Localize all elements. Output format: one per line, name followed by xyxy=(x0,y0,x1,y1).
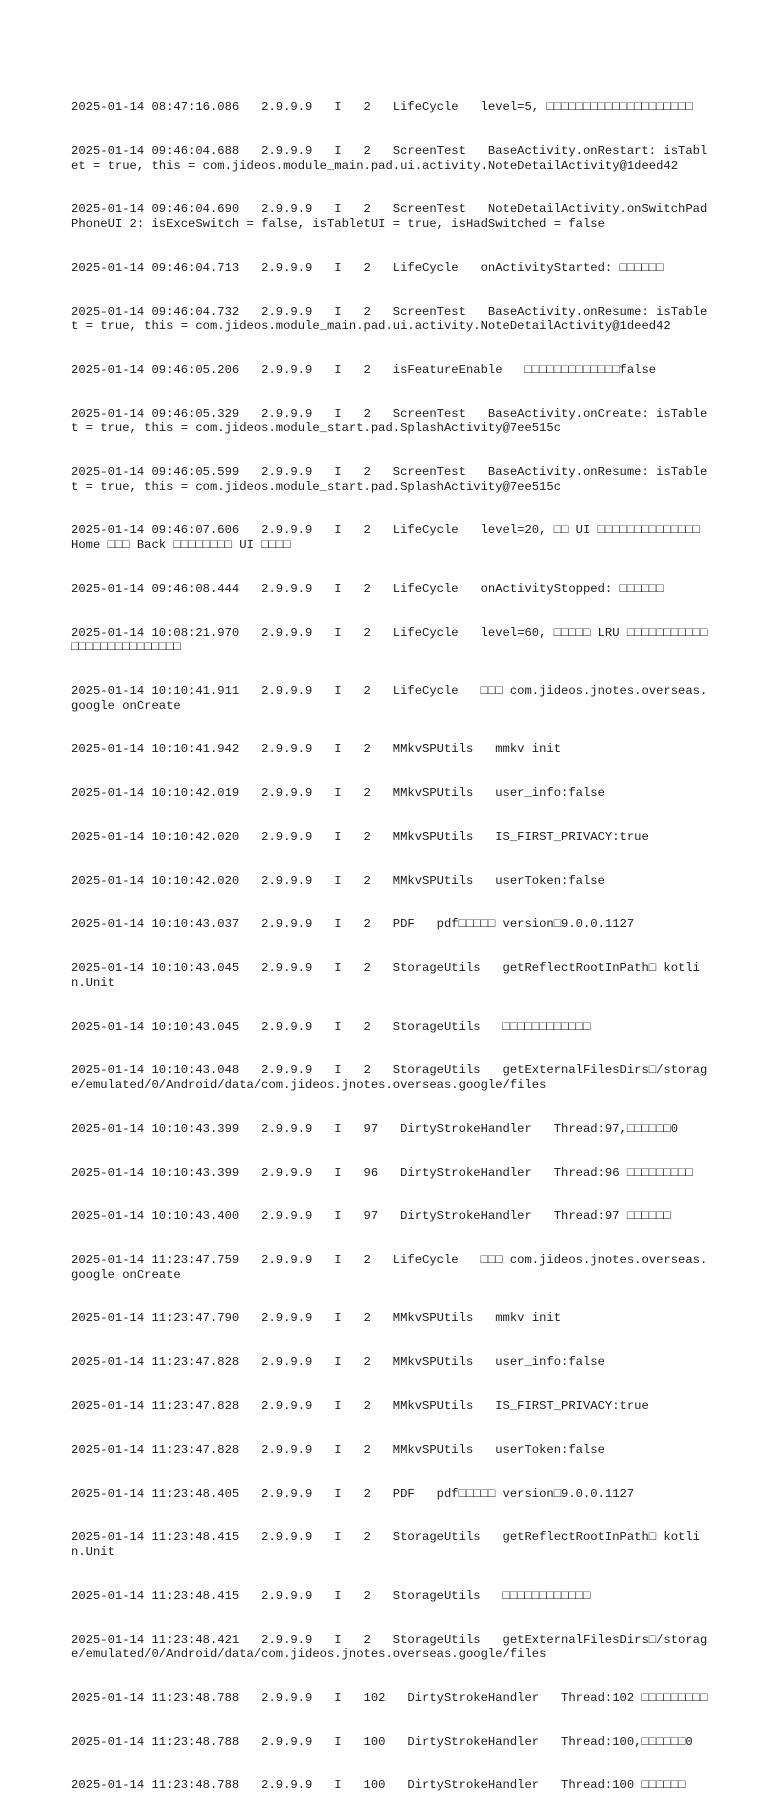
log-line: 2025-01-14 11:23:48.788 2.9.9.9 I 100 DirtyStrokeHandler Thread:100,□□□□□□0 xyxy=(71,1734,693,1749)
log-line: 2025-01-14 08:47:16.086 2.9.9.9 I 2 LifeCycle level=5, □□□□□□□□□□□□□□□□□□□□ xyxy=(71,100,693,115)
log-line: 2025-01-14 10:10:42.020 2.9.9.9 I 2 MMkvSPUtils IS_FIRST_PRIVACY:true xyxy=(71,829,649,844)
log-line: 2025-01-14 09:46:04.690 2.9.9.9 I 2 ScreenTest NoteDetailActivity.onSwitchPadPhoneUI 2: isExceSwitch = false, isTabletUI = true, isHadSwitched = false xyxy=(71,202,708,231)
log-line: 2025-01-14 11:23:48.421 2.9.9.9 I 2 StorageUtils getExternalFilesDirs□/storage/emulated/0/Android/data/com.jideos.jnotes.overseas.google/files xyxy=(71,1632,708,1662)
log-line: 2025-01-14 10:10:42.020 2.9.9.9 I 2 MMkvSPUtils userToken:false xyxy=(71,873,605,888)
log-line: 2025-01-14 11:23:48.415 2.9.9.9 I 2 StorageUtils □□□□□□□□□□□□ xyxy=(71,1588,591,1603)
log-line: 2025-01-14 10:10:43.399 2.9.9.9 I 97 DirtyStrokeHandler Thread:97,□□□□□□0 xyxy=(71,1121,679,1136)
log-line: 2025-01-14 10:10:43.400 2.9.9.9 I 97 DirtyStrokeHandler Thread:97 □□□□□□ xyxy=(71,1209,671,1224)
log-line: 2025-01-14 11:23:48.415 2.9.9.9 I 2 StorageUtils getReflectRootInPath□ kotlin.Unit xyxy=(71,1530,700,1559)
log-line: 2025-01-14 11:23:48.405 2.9.9.9 I 2 PDF pdf□□□□□ version□9.0.0.1127 xyxy=(71,1486,635,1501)
log-document xyxy=(71,71,711,1808)
log-line: 2025-01-14 09:46:04.688 2.9.9.9 I 2 ScreenTest BaseActivity.onRestart: isTablet = true, this = com.jideos.module_main.pad.ui.activity.NoteDetailActivity@1deed42 xyxy=(71,143,708,173)
log-line: 2025-01-14 11:23:47.790 2.9.9.9 I 2 MMkvSPUtils mmkv init xyxy=(71,1311,562,1326)
log-line: 2025-01-14 11:23:47.828 2.9.9.9 I 2 MMkvSPUtils user_info:false xyxy=(71,1355,605,1370)
log-line: 2025-01-14 10:10:41.942 2.9.9.9 I 2 MMkvSPUtils mmkv init xyxy=(71,742,562,757)
log-line: 2025-01-14 11:23:48.788 2.9.9.9 I 102 DirtyStrokeHandler Thread:102 □□□□□□□□□ xyxy=(71,1690,708,1705)
log-line: 2025-01-14 10:10:42.019 2.9.9.9 I 2 MMkvSPUtils user_info:false xyxy=(71,786,605,801)
log-line: 2025-01-14 11:23:47.828 2.9.9.9 I 2 MMkvSPUtils IS_FIRST_PRIVACY:true xyxy=(71,1399,649,1414)
log-line: 2025-01-14 09:46:04.713 2.9.9.9 I 2 LifeCycle onActivityStarted: □□□□□□ xyxy=(71,260,664,275)
log-line: 2025-01-14 09:46:07.606 2.9.9.9 I 2 LifeCycle level=20, □□ UI □□□□□□□□□□□□□□ Home □□□ Back □□□□□□□□ UI □□□□ xyxy=(71,523,708,552)
log-line: 2025-01-14 10:10:43.048 2.9.9.9 I 2 StorageUtils getExternalFilesDirs□/storage/emulated/0/Android/data/com.jideos.jnotes.overseas.google/files xyxy=(71,1063,708,1092)
log-line: 2025-01-14 10:10:43.399 2.9.9.9 I 96 DirtyStrokeHandler Thread:96 □□□□□□□□□ xyxy=(71,1165,693,1180)
log-line: 2025-01-14 11:23:48.788 2.9.9.9 I 100 DirtyStrokeHandler Thread:100 □□□□□□ xyxy=(71,1778,686,1793)
log-line: 2025-01-14 10:10:43.037 2.9.9.9 I 2 PDF pdf□□□□□ version□9.0.0.1127 xyxy=(71,917,635,932)
log-line: 2025-01-14 09:46:05.329 2.9.9.9 I 2 ScreenTest BaseActivity.onCreate: isTablet = true, this = com.jideos.module_start.pad.SplashActivity@7ee515c xyxy=(71,406,708,436)
log-line: 2025-01-14 09:46:05.599 2.9.9.9 I 2 ScreenTest BaseActivity.onResume: isTablet = true, this = com.jideos.module_start.pad.SplashActivity@7ee515c xyxy=(71,465,708,494)
log-line: 2025-01-14 11:23:47.828 2.9.9.9 I 2 MMkvSPUtils userToken:false xyxy=(71,1442,605,1457)
log-line: 2025-01-14 09:46:04.732 2.9.9.9 I 2 ScreenTest BaseActivity.onResume: isTablet = true, this = com.jideos.module_main.pad.ui.activity.NoteDetailActivity@1deed42 xyxy=(71,304,708,334)
log-line: 2025-01-14 10:10:43.045 2.9.9.9 I 2 StorageUtils getReflectRootInPath□ kotlin.Unit xyxy=(71,961,700,990)
log-line: 2025-01-14 09:46:08.444 2.9.9.9 I 2 LifeCycle onActivityStopped: □□□□□□ xyxy=(71,581,664,596)
log-line: 2025-01-14 09:46:05.206 2.9.9.9 I 2 isFeatureEnable □□□□□□□□□□□□□false xyxy=(71,362,657,377)
log-line: 2025-01-14 11:23:47.759 2.9.9.9 I 2 LifeCycle □□□ com.jideos.jnotes.overseas.google onCreate xyxy=(71,1253,708,1282)
log-line: 2025-01-14 10:10:41.911 2.9.9.9 I 2 LifeCycle □□□ com.jideos.jnotes.overseas.google onCreate xyxy=(71,683,708,713)
log-line: 2025-01-14 10:10:43.045 2.9.9.9 I 2 StorageUtils □□□□□□□□□□□□ xyxy=(71,1019,591,1034)
log-line: 2025-01-14 10:08:21.970 2.9.9.9 I 2 LifeCycle level=60, □□□□□ LRU □□□□□□□□□□□□□□□□□□□□□□□□□□ xyxy=(71,625,708,655)
